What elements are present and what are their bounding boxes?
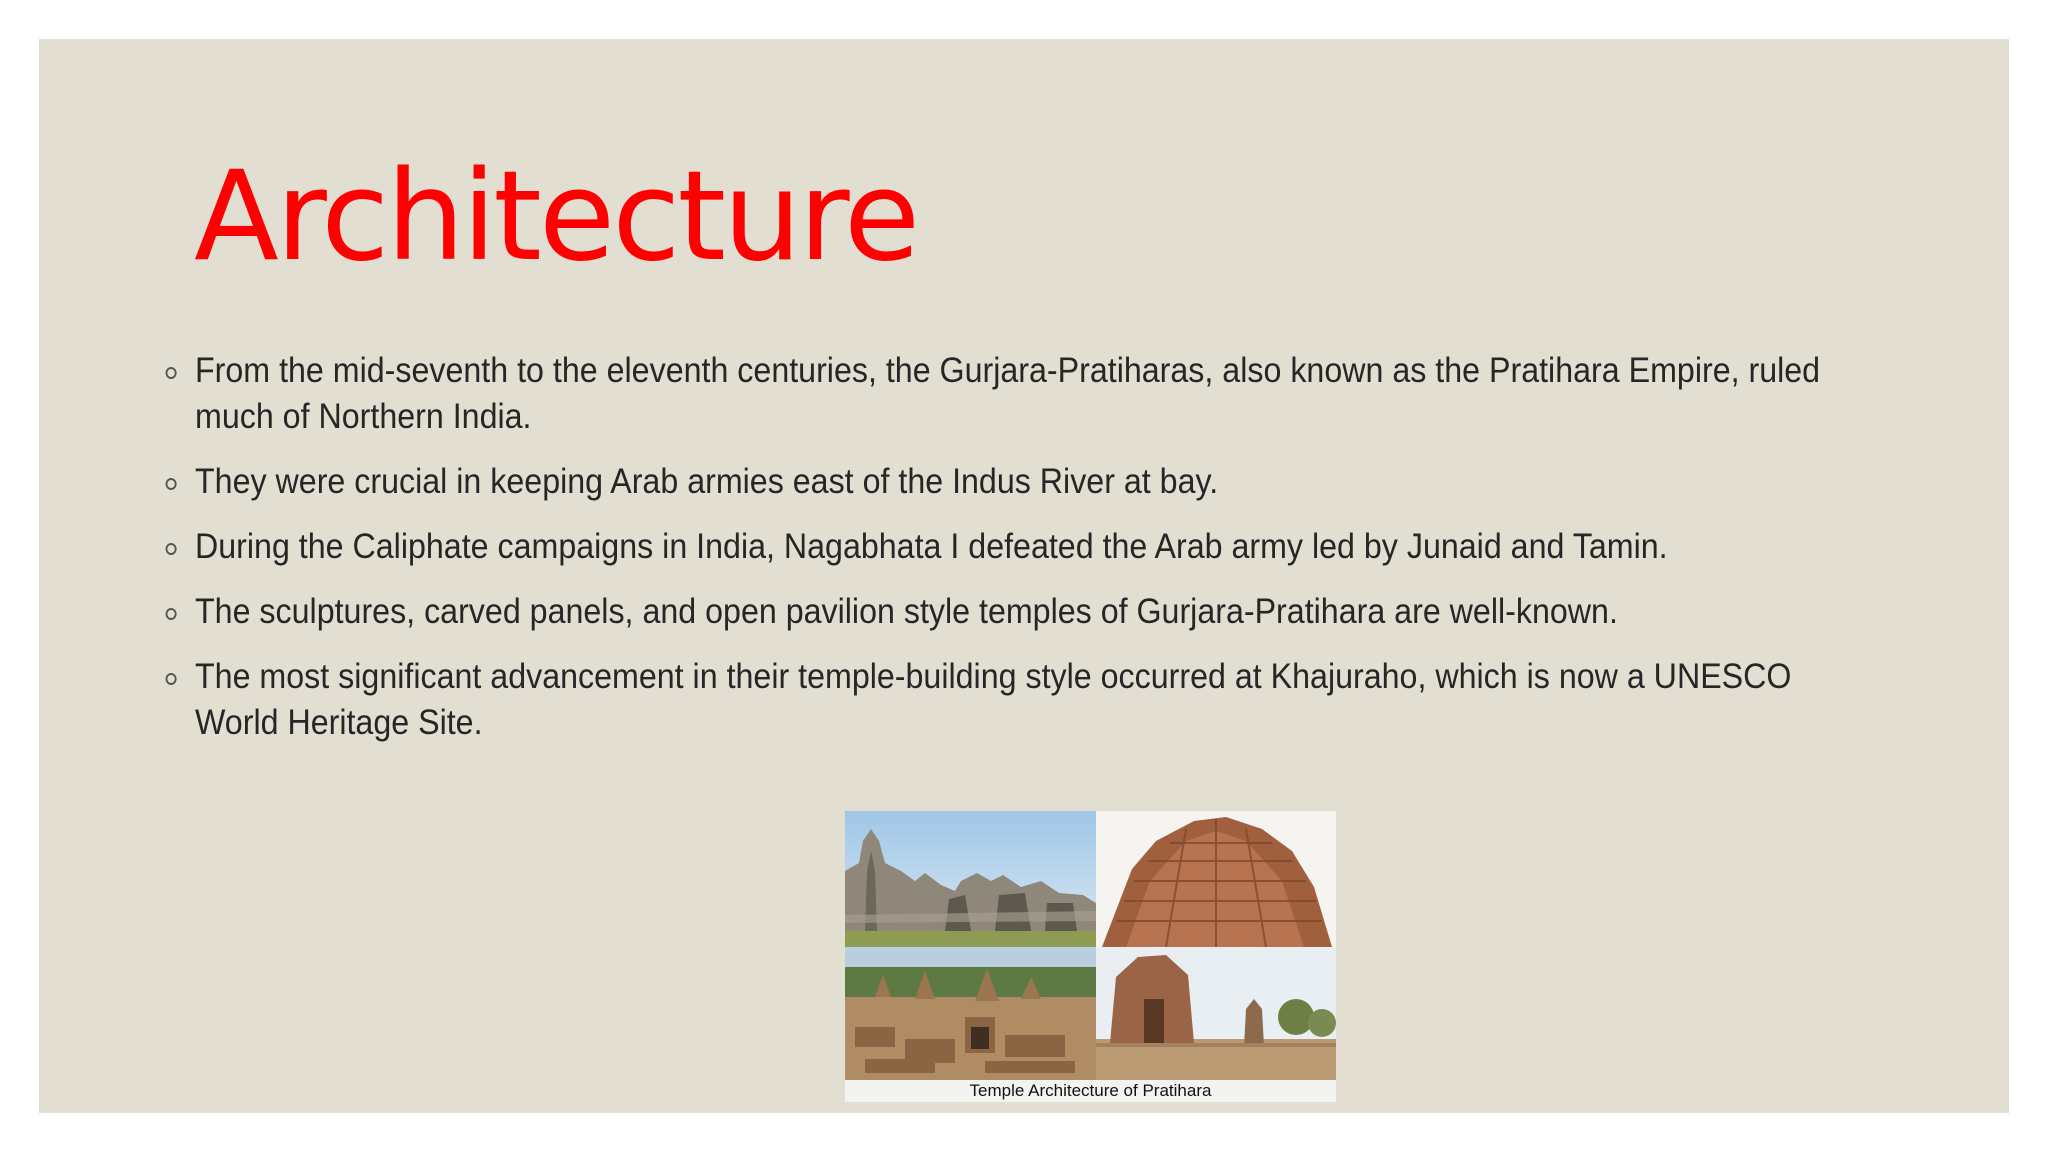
bullet-item [195,654,1833,746]
bullet-text: The sculptures, carved panels, and open pavilion style temples of Gurjara-Pratihara are well-known. [195,592,1618,631]
hollow-circle-bullet-icon [166,608,177,620]
hollow-circle-bullet-icon [166,478,177,490]
bullet-text: They were crucial in keeping Arab armies east of the Indus River at bay. [195,462,1219,501]
bullet-item [195,524,1833,570]
bullet-text: During the Caliphate campaigns in India, Nagabhata I defeated the Arab army led by Junaid and Tamin. [195,527,1668,566]
temple-photo [845,811,1096,947]
temple-architecture-image [845,811,1336,1102]
hollow-circle-bullet-icon [166,367,177,379]
bullet-item [195,589,1833,635]
temple-photo [1096,947,1336,1080]
bullet-item [195,459,1833,505]
temple-photo [1096,811,1336,947]
hollow-circle-bullet-icon [166,543,177,555]
bullet-text: The most significant advancement in their temple-building style occurred at Khajuraho, which is now a UNESCO World Heritage Site. [195,657,1792,742]
bullet-text: From the mid-seventh to the eleventh centuries, the Gurjara-Pratiharas, also known as the Pratihara Empire, ruled much of Northern India. [195,351,1821,436]
bullet-item [195,348,1833,440]
bullet-list [195,348,1835,765]
image-caption: Temple Architecture of Pratihara [845,1080,1336,1102]
slide-title: Architecture [194,145,918,289]
hollow-circle-bullet-icon [166,673,177,685]
temple-photo [845,947,1096,1080]
slide [39,39,2009,1113]
